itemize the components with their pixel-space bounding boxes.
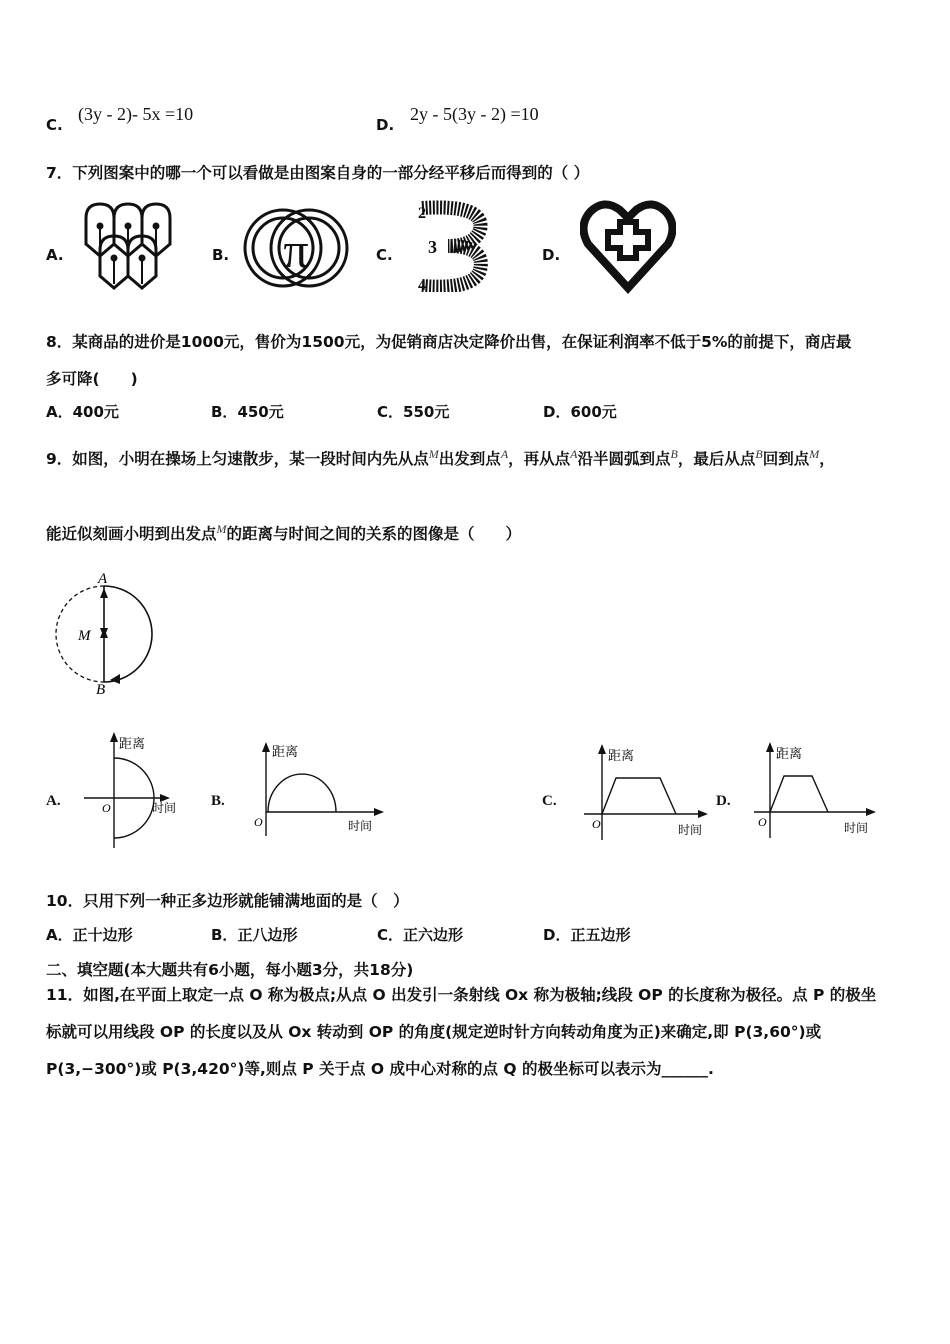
q7-option-d-label: D. [542, 246, 561, 264]
q6-option-c-expr: (3y - 2)- 5x =10 [78, 104, 194, 124]
arch-pattern-icon [82, 200, 174, 292]
axis-x-label: 时间 [348, 819, 373, 833]
origin-label: O [592, 817, 601, 831]
point-m: M [428, 447, 439, 461]
q10-option-c-label: C． [377, 926, 404, 944]
axis-y-label: 距离 [119, 736, 146, 751]
q9-stem-text: 出发到点 [438, 450, 501, 468]
q11-line3: P(3,−300°)或 P(3,420°)等,则点 P 关于点 O 成中心对称的点 Q 的极坐标可以表示为______. [46, 1060, 714, 1078]
q8-option-c-label: C． [377, 403, 404, 421]
label-a: A [98, 571, 108, 587]
q10-option-d-text: 正五边形 [570, 926, 631, 944]
point-b: B [755, 447, 763, 461]
q6-option-d-expr: 2y - 5(3y - 2) =10 [410, 104, 539, 124]
q9-option-b-label: B. [211, 793, 225, 809]
heart-maze-icon [580, 198, 676, 294]
q9-option-d-label: D. [716, 793, 731, 809]
q8-stem-line2: 多可降( ) [46, 370, 138, 388]
numeral-2: 2 [418, 205, 426, 222]
q9-option-c-label: C. [542, 793, 557, 809]
pi-rings-icon [243, 205, 349, 291]
q10-option-a-text: 正十边形 [72, 926, 133, 944]
q9-path-diagram [50, 570, 160, 698]
q7-stem: 7．下列图案中的哪一个可以看做是由图案自身的一部分经平移后而得到的（ ） [46, 164, 590, 182]
label-b: B [96, 682, 106, 698]
q8-option-d-label: D． [543, 403, 571, 421]
point-m: M [809, 447, 820, 461]
q9-graph-d [750, 740, 880, 840]
numeral-3: 3 [428, 237, 437, 257]
q7-option-c-label: C. [376, 246, 393, 264]
q9-graph-b [246, 740, 386, 840]
axis-x-label: 时间 [678, 823, 703, 837]
q10-option-a-label: A． [46, 926, 73, 944]
q8-option-a-label: A． [46, 403, 73, 421]
q9-stem-text: ， [819, 450, 835, 468]
q7-option-b-label: B. [212, 246, 230, 264]
q8-stem-line1: 8．某商品的进价是1000元，售价为1500元，为促销商店决定降价出售，在保证利润率不低于5%的前提下，商店最 [46, 333, 852, 351]
point-a: A [500, 447, 509, 461]
pi-glyph: π [283, 222, 309, 278]
origin-label: O [254, 815, 263, 829]
q10-option-d-label: D． [543, 926, 571, 944]
q9-graph-c [580, 742, 710, 842]
q9-stem-text: 9．如图，小明在操场上匀速散步，某一段时间内先从点 [46, 450, 429, 468]
origin-label: O [758, 815, 767, 829]
q9-stem-text: ，最后从点 [677, 450, 756, 468]
q8-option-b-label: B． [211, 403, 238, 421]
stacked-numbers-icon [414, 200, 490, 292]
numeral-4: 4 [418, 277, 426, 292]
q9-stem-line1 [46, 447, 835, 469]
label-m: M [78, 628, 91, 644]
q10-option-d [543, 924, 630, 945]
q7-option-a-label: A. [46, 246, 64, 264]
axis-x-label: 时间 [152, 801, 177, 815]
axis-y-label: 距离 [272, 744, 299, 759]
q10-option-b-text: 正八边形 [237, 926, 298, 944]
axis-y-label: 距离 [776, 746, 803, 761]
q8-option-a-text: 400元 [72, 403, 119, 421]
axis-y-label: 距离 [608, 748, 635, 763]
q8-option-a [46, 401, 119, 422]
q10-option-b [211, 924, 297, 945]
q8-option-d-text: 600元 [570, 403, 617, 421]
q9-stem-text: 能近似刻画小明到出发点 [46, 525, 217, 543]
q9-stem-text: 回到点 [762, 450, 810, 468]
q11-line2: 标就可以用线段 OP 的长度以及从 Ox 转动到 OP 的角度(规定逆时针方向转动角度为正)来确定,即 P(3,60°)或 [46, 1023, 822, 1041]
axis-x-label: 时间 [844, 821, 869, 835]
q9-stem-text: 的距离与时间之间的关系的图像是（ ） [226, 525, 522, 543]
q8-option-b [211, 401, 284, 422]
origin-label: O [102, 801, 111, 815]
q9-option-a-label: A. [46, 793, 61, 809]
q8-option-c-text: 550元 [403, 403, 450, 421]
section-heading-fill-blank: 二、填空题(本大题共有6小题，每小题3分，共18分) [46, 961, 414, 979]
q9-stem-text: 沿半圆弧到点 [577, 450, 671, 468]
q11-line1: 11．如图,在平面上取定一点 O 称为极点;从点 O 出发引一条射线 Ox 称为极轴;线段 OP 的长度称为极径。点 P 的极坐 [46, 986, 877, 1004]
q10-option-c-text: 正六边形 [403, 926, 464, 944]
q6-option-c-label: C. [46, 116, 63, 134]
point-a: A [570, 447, 578, 461]
q9-stem-text: ，再从点 [508, 450, 571, 468]
q6-option-d-label: D. [376, 116, 395, 134]
q10-option-c [377, 924, 463, 945]
q8-option-c [377, 401, 449, 422]
q10-option-a [46, 924, 133, 945]
point-b: B [670, 447, 678, 461]
q8-option-d [543, 401, 617, 422]
q10-stem: 10．只用下列一种正多边形就能铺满地面的是（ ） [46, 892, 409, 910]
q9-graph-a [84, 730, 184, 854]
q9-stem-line2 [46, 522, 521, 544]
q10-option-b-label: B． [211, 926, 238, 944]
point-m: M [216, 522, 227, 536]
q8-option-b-text: 450元 [237, 403, 284, 421]
